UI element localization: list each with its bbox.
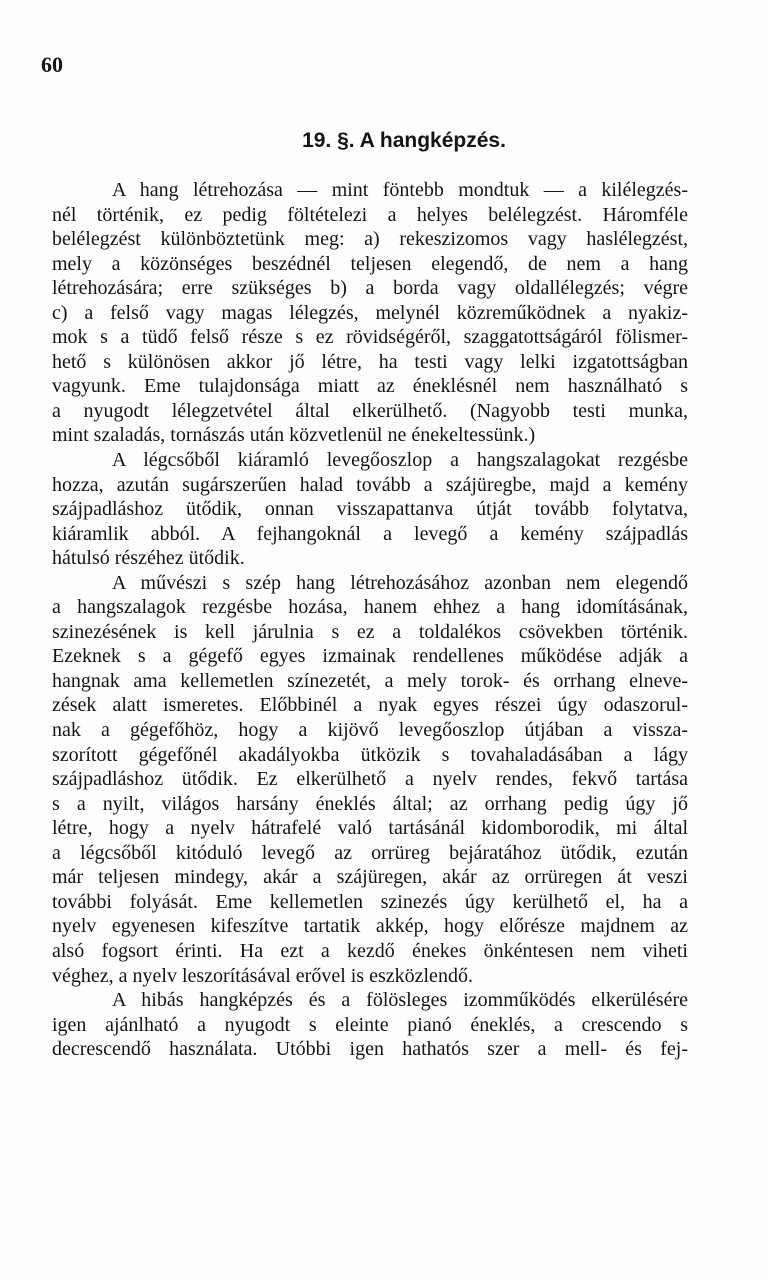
text-line: s a nyilt, világos harsány éneklés által; az orrhang pedig úgy jő	[52, 792, 688, 815]
text-line: szájpadláshoz ütődik, onnan visszapattanva útját tovább folytatva,	[52, 498, 688, 521]
text-line: már teljesen mindegy, akár a szájüregen, akár az orrüregen át veszi	[52, 866, 688, 889]
paragraph	[52, 571, 688, 988]
section-title: 19. §. A hangképzés.	[302, 129, 506, 152]
text-line: belélegzést különböztetünk meg: a) rekeszizomos vagy haslélegzést,	[52, 228, 688, 251]
text-line: A művészi s szép hang létrehozásához azonban nem elegendő	[112, 571, 688, 594]
page-number: 60	[41, 52, 63, 77]
text-line: decrescendő használata. Utóbbi igen hathatós szer a mell- és fej-	[52, 1038, 688, 1061]
text-line: A légcsőből kiáramló levegőoszlop a hangszalagokat rezgésbe	[112, 449, 688, 472]
text-line: a légcsőből kitóduló levegő az orrüreg bejáratához ütődik, ezután	[52, 841, 688, 864]
text-body	[52, 178, 688, 1062]
text-line: további folyását. Eme kellemetlen szinezés úgy kerülhető el, ha a	[52, 890, 688, 913]
text-line: hátulsó részéhez ütődik.	[52, 547, 245, 570]
text-line: nél történik, ez pedig föltételezi a helyes belélegzést. Háromféle	[52, 203, 688, 226]
text-line: A hibás hangképzés és a fölösleges izomműködés elkerülésére	[112, 989, 688, 1012]
text-line: hozza, azután sugárszerűen halad tovább a szájüregbe, majd a kemény	[52, 473, 688, 496]
text-line: hangnak ama kellemetlen színezetét, a mely torok- és orrhang elneve-	[52, 669, 688, 692]
text-line: szájpadláshoz ütődik. Ez elkerülhető a nyelv rendes, fekvő tartása	[52, 768, 688, 791]
text-line: véghez, a nyelv leszorításával erővel is eszközlendő.	[52, 964, 473, 987]
text-line: szorított gégefőnél akadályokba ütközik s tovahaladásában a lágy	[52, 743, 688, 766]
text-line: a hangszalagok rezgésbe hozása, hanem ehhez a hang idomításának,	[52, 596, 688, 619]
text-line: a nyugodt lélegzetvétel által elkerülhető. (Nagyobb testi munka,	[52, 399, 688, 422]
text-line: zések alatt ismeretes. Előbbinél a nyak egyes részei úgy odaszorul-	[52, 694, 688, 717]
text-line: A hang létrehozása — mint föntebb mondtuk — a kilélegzés-	[112, 179, 688, 201]
text-line: létre, hogy a nyelv hátrafelé való tartásánál kidomborodik, mi által	[52, 817, 688, 840]
text-line: alsó fogsort érinti. Ha ezt a kezdő énekes önkéntesen nem viheti	[52, 939, 688, 962]
text-line: szinezésének is kell járulnia s ez a toldalékos csövekben történik.	[52, 620, 688, 643]
text-line: Ezeknek s a gégefő egyes izmainak rendellenes működése adják a	[52, 645, 688, 668]
text-line: mok s a tüdő felső része s ez rövidségéről, szaggatottságáról fölismer-	[52, 326, 688, 349]
text-line: vagyunk. Eme tulajdonsága miatt az éneklésnél nem használható s	[52, 375, 688, 398]
paragraph	[52, 988, 688, 1062]
text-line: nak a gégefőhöz, hogy a kijövő levegőoszlop útjában a vissza-	[52, 719, 688, 742]
text-line: c) a felső vagy magas lélegzés, melynél közreműködnek a nyakiz-	[52, 301, 688, 324]
text-line: mely a közönséges beszédnél teljesen elegendő, de nem a hang	[52, 252, 688, 275]
paragraph	[52, 448, 688, 571]
text-line: igen ajánlható a nyugodt s eleinte pianó éneklés, a crescendo s	[52, 1013, 688, 1036]
paragraph	[52, 178, 688, 448]
text-line: hető s különösen akkor jő létre, ha testi vagy lelki izgatottságban	[52, 350, 688, 373]
text-line: kiáramlik abból. A fejhangoknál a levegő a kemény szájpadlás	[52, 522, 688, 545]
text-line: létrehozására; erre szükséges b) a borda vagy oldallélegzés; végre	[52, 277, 688, 300]
text-line: mint szaladás, tornászás után közvetlenül ne énekeltessünk.)	[52, 424, 536, 447]
text-line: nyelv egyenesen kifeszítve tartatik akkép, hogy előrésze majdnem az	[52, 915, 688, 938]
